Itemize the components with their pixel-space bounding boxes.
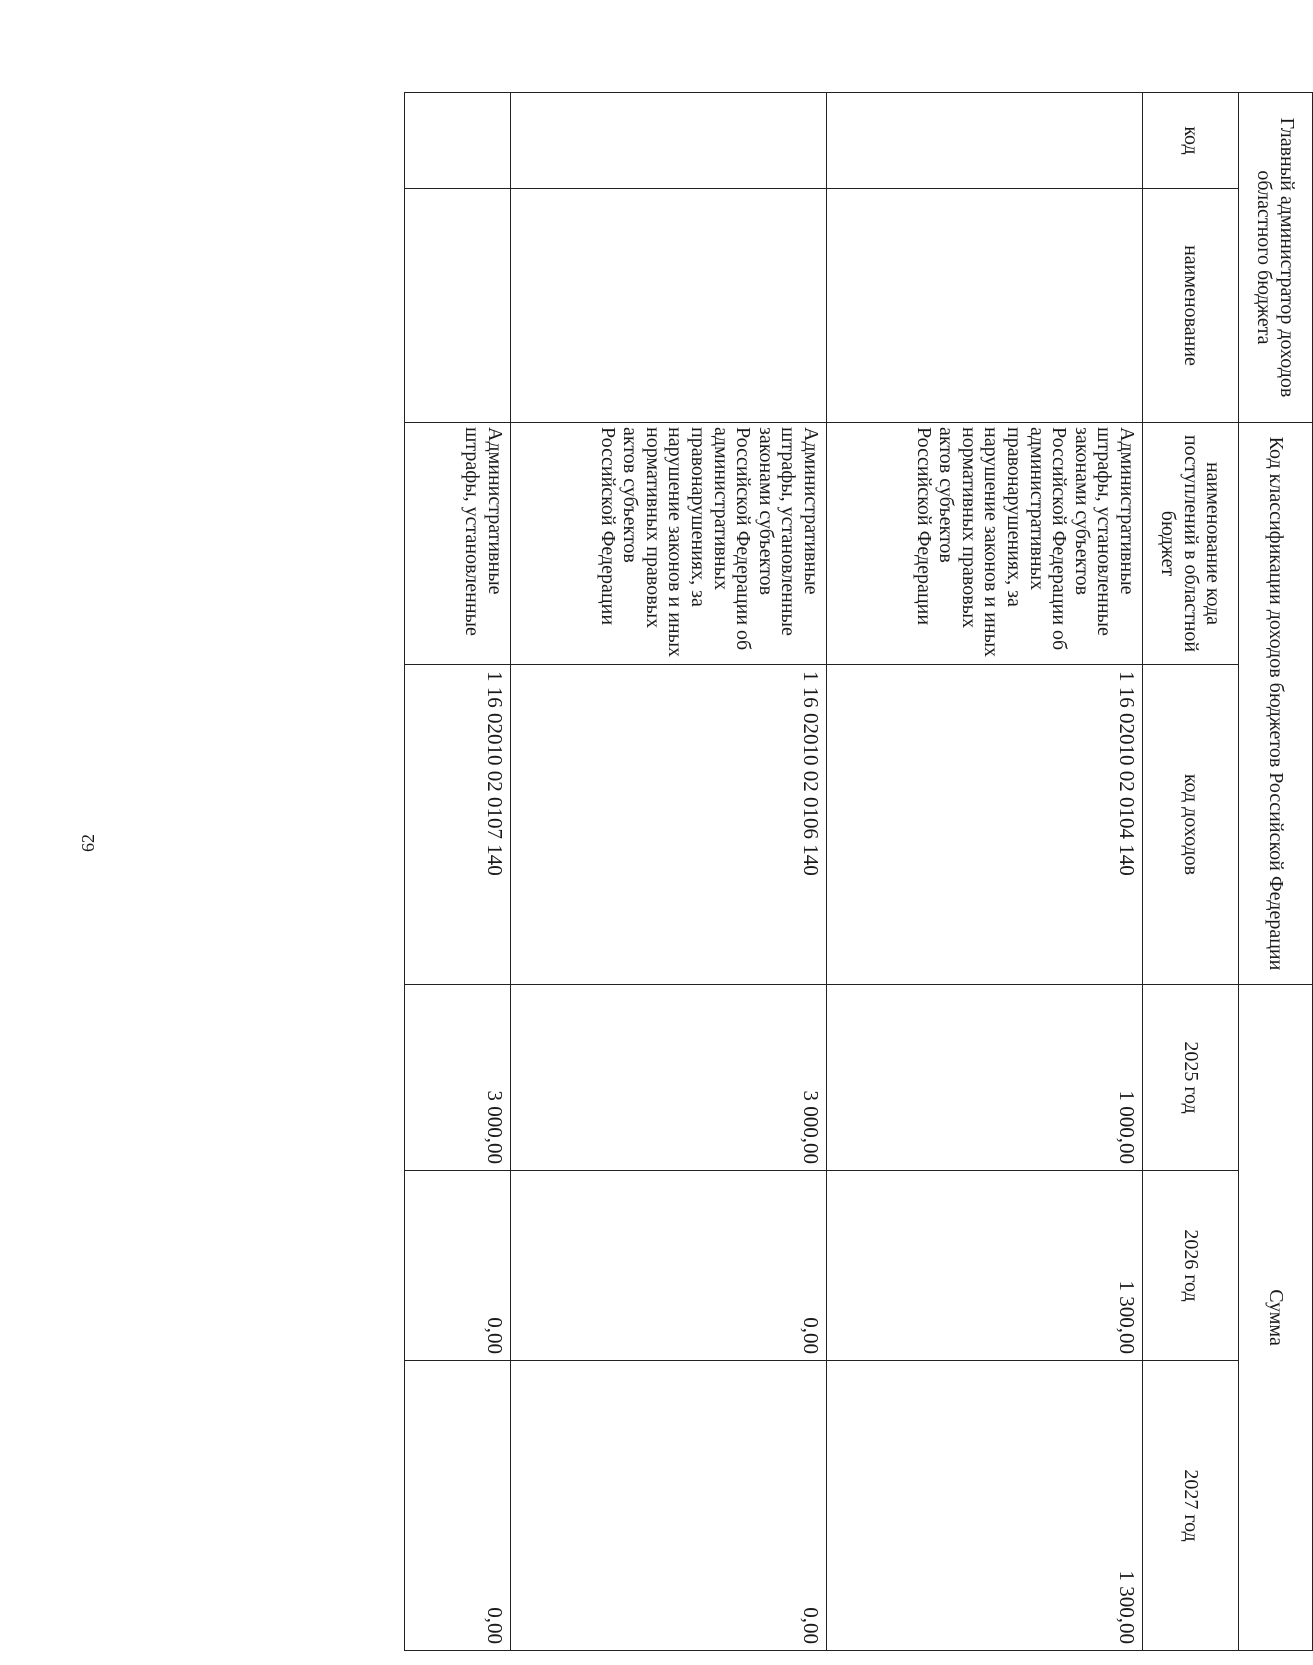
cell-2025: 3 000,00 (405, 985, 511, 1171)
cell-income-name: Административные штрафы, установленные законами субъектов Российской Федерации об административных правонарушениях, за нарушение законов и иных нормативных правовых актов субъектов Российской Федерации (827, 423, 1143, 665)
col-header-name: наименование (1143, 189, 1239, 423)
admin-group-header: Главный администратор доходов областного бюджета (1239, 93, 1313, 423)
col-header-code: код (1143, 93, 1239, 189)
col-header-2025: 2025 год (1143, 985, 1239, 1171)
page-number: 62 (77, 834, 98, 852)
col-header-income-name: наименование кода поступлений в областной бюджет (1143, 423, 1239, 665)
cell-name (511, 189, 827, 423)
col-header-2027: 2027 год (1143, 1361, 1239, 1651)
cell-2026: 0,00 (405, 1171, 511, 1361)
header-row-columns (1143, 93, 1239, 1651)
cell-2025: 3 000,00 (511, 985, 827, 1171)
col-header-2026: 2026 год (1143, 1171, 1239, 1361)
budget-table-sheet (405, 92, 1313, 1650)
cell-2025: 1 000,00 (827, 985, 1143, 1171)
classification-group-header: Код классификации доходов бюджетов Российской Федерации (1239, 423, 1313, 985)
cell-code (511, 93, 827, 189)
cell-2026: 1 300,00 (827, 1171, 1143, 1361)
header-row-groups (1239, 93, 1313, 1651)
cell-income-name: Административные штрафы, установленные законами субъектов Российской Федерации об административных правонарушениях, за нарушение законов и иных нормативных правовых актов субъектов Российской Федерации (511, 423, 827, 665)
cell-code (827, 93, 1143, 189)
sum-group-header: Сумма (1239, 985, 1313, 1651)
cell-code (405, 93, 511, 189)
col-header-income-code: код доходов (1143, 665, 1239, 985)
cell-2026: 0,00 (511, 1171, 827, 1361)
cell-name (405, 189, 511, 423)
cell-name (827, 189, 1143, 423)
table-row (511, 93, 827, 1651)
table-row (405, 93, 511, 1651)
cell-income-code: 1 16 02010 02 0106 140 (511, 665, 827, 985)
revenue-table (404, 92, 1313, 1651)
table-row (827, 93, 1143, 1651)
cell-2027: 0,00 (511, 1361, 827, 1651)
cell-2027: 0,00 (405, 1361, 511, 1651)
cell-income-code: 1 16 02010 02 0107 140 (405, 665, 511, 985)
cell-income-name: Административные штрафы, установленные (405, 423, 511, 665)
cell-2027: 1 300,00 (827, 1361, 1143, 1651)
cell-income-code: 1 16 02010 02 0104 140 (827, 665, 1143, 985)
